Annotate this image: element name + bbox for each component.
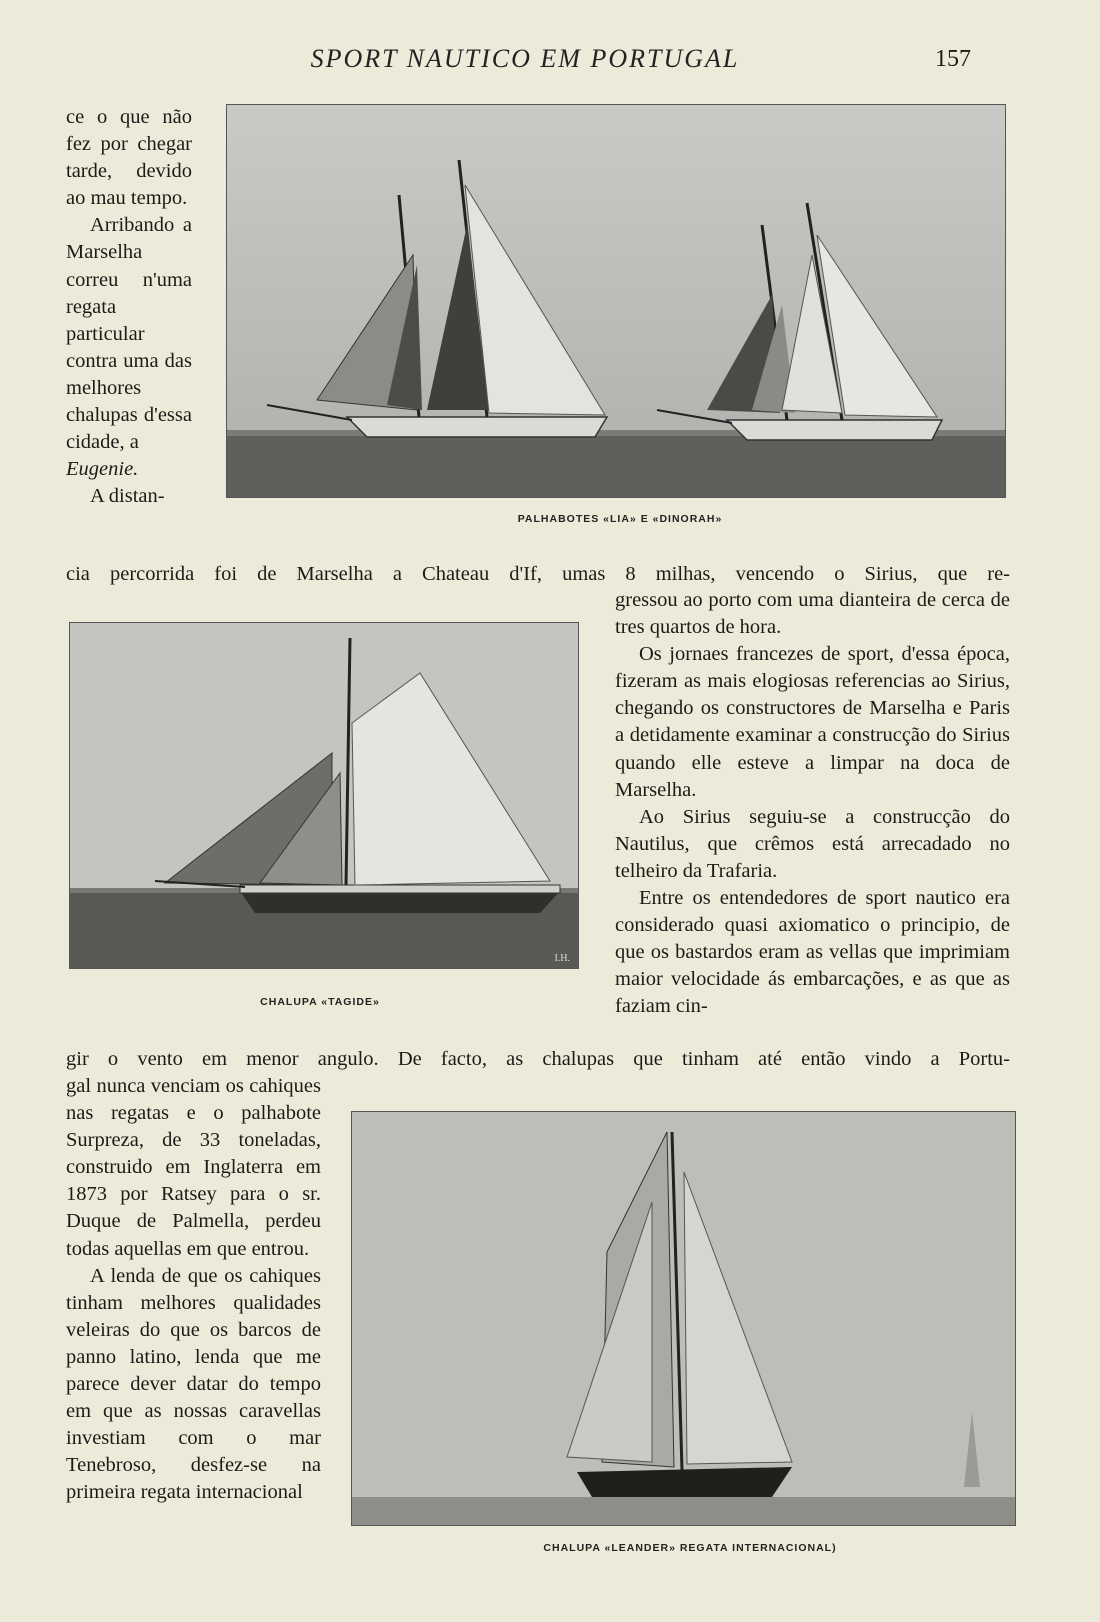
paragraph: Ao Sirius seguiu-se a construcção do Nautilus, que crêmos está arrecadado no telheiro da Trafaria. [615,805,1010,882]
running-title: SPORT NAUTICO EM PORTUGAL [310,44,740,73]
text-line-wide-1: cia percorrida foi de Marselha a Chateau d'If, umas 8 milhas, vencendo o Sirius, que re- [66,563,1010,585]
photo-leander [351,1111,1016,1526]
paragraph: A lenda de que os cahiques tinham melhores qualidades veleiras do que os barcos de panno latino, lenda que me parece dever datar do tempo em que as nossas caravellas investiam com o mar Tenebroso, desfez-se na primeira regata internacional [66,1264,321,1504]
paragraph: gressou ao porto com uma dianteira de cerca de tres quartos de hora. [615,589,1010,639]
paragraph: A distan- [90,485,165,508]
paragraph: gal nunca venciam os cahiques nas regatas e o palhabote Surpreza, de 33 toneladas, construido em Inglaterra em 1873 por Ratsey para o sr. Duque de Palmella, perdeu todas aquellas em que entrou. [66,1075,321,1260]
page-number: 157 [935,46,971,72]
text-line-wide-2: gir o vento em menor angulo. De facto, as chalupas que tinham até então vindo a Portu- [66,1048,1010,1070]
figure-caption-schooners: PALHABOTES «LIA» E «DINORAH» [517,513,723,525]
paragraph: Eugenie. [66,458,139,481]
photo-schooners [226,104,1006,498]
text-column-2 [615,587,1010,1021]
figure-caption-leander: CHALUPA «LEANDER» REGATA INTERNACIONAL) [543,1542,837,1554]
text-column-3 [66,1073,321,1507]
paragraph: Entre os entendedores de sport nautico era considerado quasi axiomatico o principio, de que os bastardos eram as vellas que imprimiam maior velocidade ás embarcações, e as que as faziam cin- [615,887,1010,1018]
text-column-1 [66,104,192,510]
photo-tagide [69,622,579,969]
photographer-mark: I.H. [554,953,570,964]
paragraph: ce o que não fez por chegar tarde, devido ao mau tempo. [66,106,192,210]
paragraph: Os jornaes francezes de sport, d'essa época, fizeram as mais elogiosas referencias ao Sirius, chegando os constructores de Marselha e Paris a detidamente examinar a construcção do Sirius quando elle esteve a limpar na doca de Marselha. [615,643,1010,801]
paragraph: Arribando a Marselha correu n'uma regata particular contra uma das melhores chalupas d'essa cidade, a [66,214,192,454]
figure-caption-tagide: CHALUPA «TAGIDE» [260,996,380,1008]
